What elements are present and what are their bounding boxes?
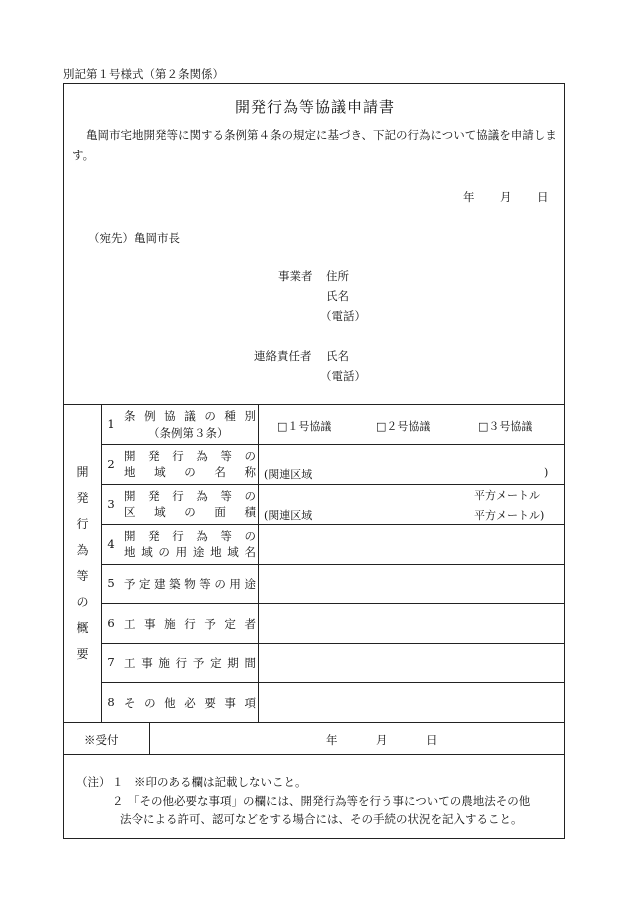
section-divider: [101, 404, 102, 722]
row-number: 2: [107, 457, 115, 471]
related-area-unit: 平方メートル): [474, 509, 545, 522]
notes-prefix: （注）: [76, 775, 111, 789]
row-number: 8: [107, 695, 115, 709]
row-label: 地域の用途地域名: [124, 545, 256, 559]
applicant-address-label: 住所: [326, 269, 349, 283]
row-line: [101, 444, 564, 445]
receipt-year: 年: [326, 733, 338, 747]
note-1-number: １: [112, 775, 124, 789]
related-area-close: ): [544, 466, 549, 479]
row-number: 4: [107, 537, 115, 551]
table-bottom-line: [64, 722, 564, 723]
note-2-text-continued: 法令による許可、認可などをする場合には、その手続の状況を記入すること。: [120, 812, 523, 826]
row-number: 5: [107, 576, 115, 590]
row-number: 3: [107, 497, 115, 511]
applicant-phone-label: （電話）: [320, 309, 366, 323]
intro-text: 亀岡市宅地開発等に関する条例第４条の規定に基づき、下記の行為について協議を申請します。: [72, 128, 557, 162]
row-label: その他必要事項: [124, 696, 256, 710]
row-line: [101, 682, 564, 683]
applicant-role: 事業者: [278, 269, 313, 283]
row-line: [101, 484, 564, 485]
row-label: 工事施行予定期間: [124, 656, 256, 670]
form-title: 開発行為等協議申請書: [234, 98, 395, 116]
row-label: 開発行為等の: [124, 529, 256, 543]
row-line: [101, 643, 564, 644]
area-unit: 平方メートル: [474, 489, 540, 502]
row-label: 区域の面積: [124, 505, 256, 519]
application-form: [63, 83, 565, 839]
contact-phone-label: （電話）: [320, 369, 366, 383]
related-area-name-field[interactable]: (関連区域: [264, 468, 313, 481]
date-day: 日: [537, 190, 549, 204]
section-label-vertical: 開 発 行 為 等 の 概 要: [76, 465, 89, 661]
row-number: 7: [107, 655, 115, 669]
form-id: 別記第１号様式（第２条関係）: [63, 67, 224, 81]
table-top-line: [64, 404, 564, 405]
row-label: 条例協議の種別: [124, 409, 256, 423]
row-label: 開発行為等の: [124, 449, 256, 463]
row-label: 地域の名称: [124, 465, 256, 479]
date-year: 年: [463, 190, 475, 204]
applicant-name-label: 氏名: [326, 289, 349, 303]
agreement-type-1-checkbox[interactable]: □１号協議: [277, 420, 332, 433]
contact-role: 連絡責任者: [254, 349, 312, 363]
row-number: 6: [107, 616, 115, 630]
row-line: [101, 603, 564, 604]
label-value-divider: [258, 404, 259, 722]
row-number: 1: [107, 417, 115, 431]
note-2-text: 「その他必要な事項」の欄には、開発行為等を行う事についての農地法その他: [128, 794, 531, 808]
row-label: 開発行為等の: [124, 489, 256, 503]
receipt-bottom-line: [64, 754, 564, 755]
date-month: 月: [500, 190, 512, 204]
note-2-number: ２: [112, 794, 124, 808]
agreement-type-2-checkbox[interactable]: □２号協議: [376, 420, 431, 433]
related-area-size-field[interactable]: (関連区域: [264, 509, 313, 522]
note-1-text: ※印のある欄は記載しないこと。: [134, 775, 307, 789]
agreement-type-3-checkbox[interactable]: □３号協議: [478, 420, 533, 433]
row-label: 予定建築物等の用途: [124, 577, 256, 591]
receipt-label: ※受付: [84, 733, 119, 747]
receipt-month: 月: [376, 733, 388, 747]
receipt-divider: [149, 722, 150, 754]
addressee: （宛先）亀岡市長: [88, 231, 180, 245]
row-label: 工事施行予定者: [124, 617, 256, 631]
row-line: [101, 524, 564, 525]
row-label-sub: （条例第３条）: [148, 426, 229, 440]
row-line: [101, 564, 564, 565]
receipt-day: 日: [426, 733, 438, 747]
contact-name-label: 氏名: [326, 349, 349, 363]
